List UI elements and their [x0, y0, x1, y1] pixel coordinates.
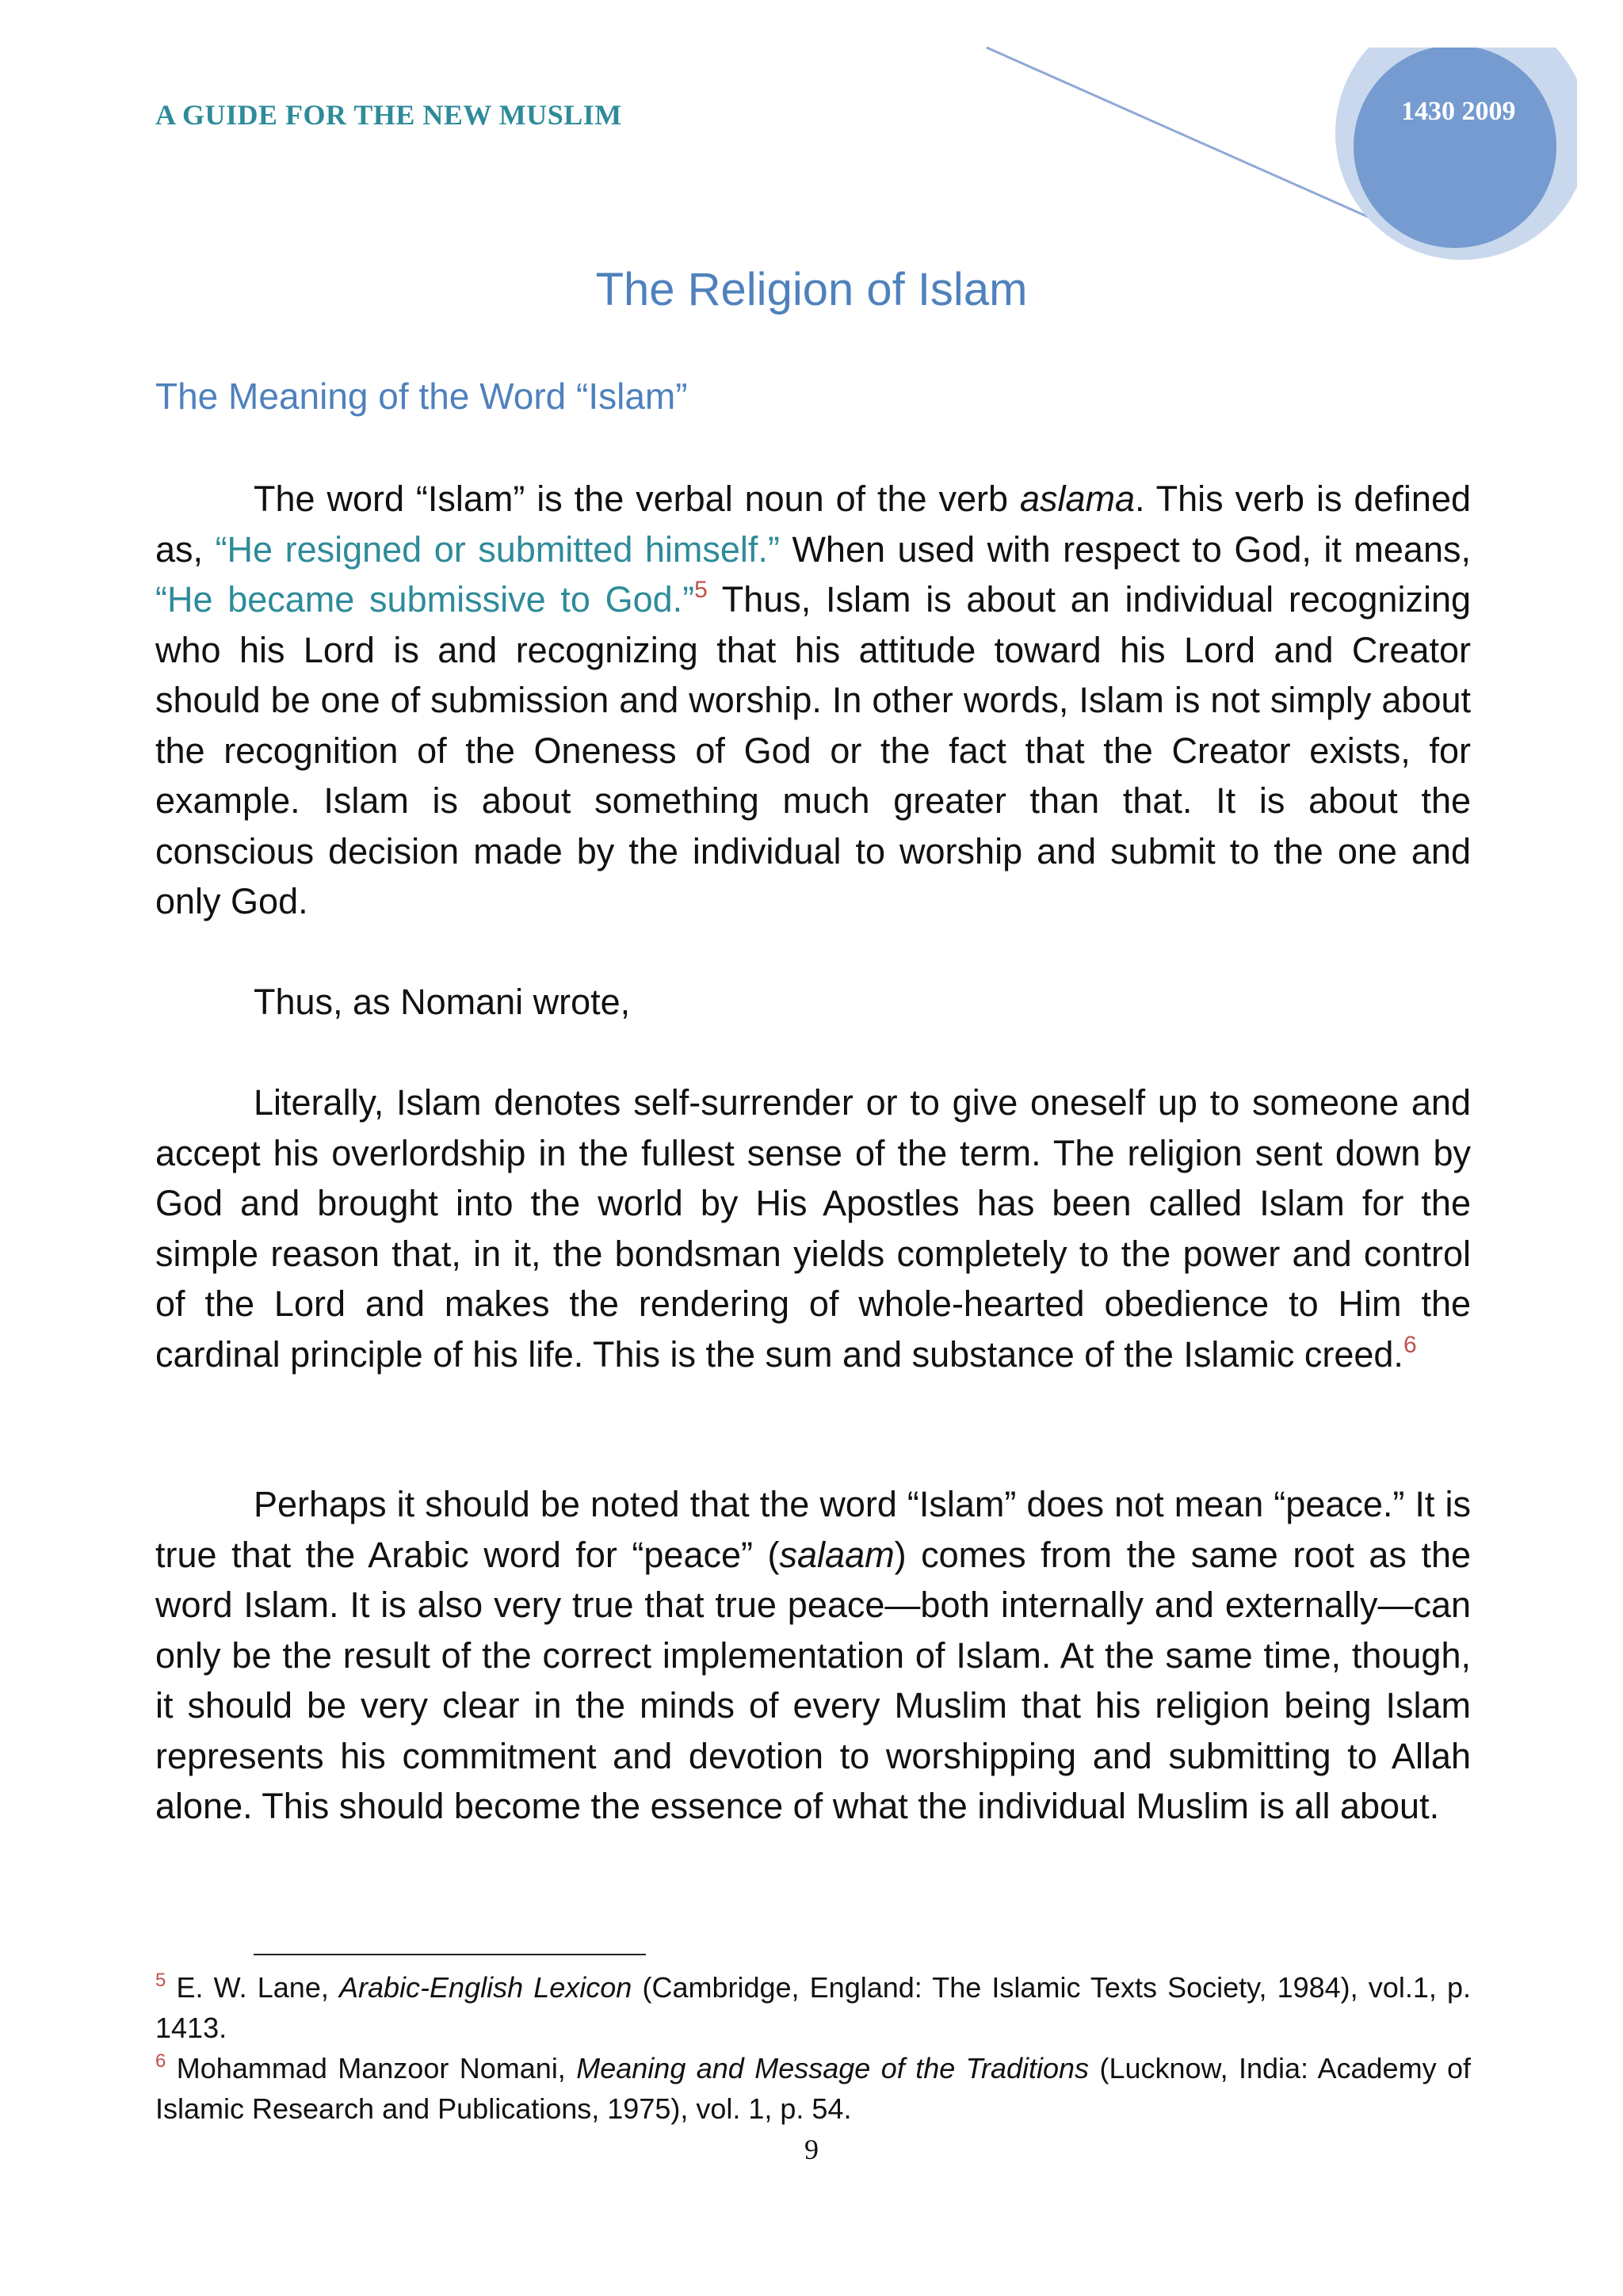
- footnote-5: $^5$ E. W. Lane, Arabic-English Lexicon (Cambridge, England: The Islamic Texts Society, 1984), vol.1, p. 1413.: [155, 1970, 1472, 2044]
- footnote-separator: [254, 1954, 646, 1955]
- header-decoration: [0, 0, 1623, 269]
- paragraph-4: Perhaps it should be noted that the word “Islam” does not mean “peace.” It is true that the Arabic word for “peace” (salaam) comes from the same root as the word Islam. It is also very true that true peace—both internally and externally—can only be the result of the correct implementation of Islam. At the same time, though, it should be very clear in the minds of every Muslim that his religion being Islam represents his commitment and devotion to worshipping and submitting to Allah alone. This should become the essence of what the individual Muslim is all about.: [155, 1484, 1472, 1826]
- footnote-ref[interactable]: 6: [1403, 1331, 1417, 1358]
- definition-quote: “He became submissive to God.”: [155, 579, 695, 620]
- footnote-ref[interactable]: 5: [694, 577, 708, 603]
- year-badge: 1430 2009: [1401, 97, 1516, 126]
- page-number: 9: [804, 2134, 819, 2165]
- paragraph-2: Thus, as Nomani wrote,: [254, 982, 631, 1022]
- definition-quote: “He resigned or submitted himself.”: [215, 528, 780, 570]
- footnote-6: $^6$ Mohammad Manzoor Nomani, Meaning and Message of the Traditions (Lucknow, India: Academy of Islamic Research and Publications, 1975), vol. 1, p. 54.: [155, 2050, 1472, 2125]
- chapter-title: The Religion of Islam: [595, 264, 1028, 315]
- paragraph-1: The word “Islam” is the verbal noun of the verb aslama. This verb is defined as, “He resigned or submitted himself.” When used with respect to God, it means, “He became submissive to God.”$^5$ Thus, Islam is about an individual recognizing who his Lord is and recognizing that his attitude toward his Lord and Creator should be one of submission and worship. In other words, Islam is not simply about the recognition of the Oneness of God or the fact that the Creator exists, for example. Islam is about something much greater than that. It is about the conscious decision made by the individual to worship and submit to the one and only God.: [155, 479, 1472, 921]
- running-header-title: A GUIDE FOR THE NEW MUSLIM: [155, 99, 622, 131]
- footnotes: [155, 1967, 1471, 2129]
- badge-inner-circle: [1354, 45, 1556, 248]
- badge-top-mask: [1268, 0, 1623, 48]
- section-heading: The Meaning of the Word “Islam”: [155, 376, 688, 417]
- block-quote: Literally, Islam denotes self-surrender or to give oneself up to someone and accept his overlordship in the fullest sense of the term. The religion sent down by God and brought into the world by His Apostles has been called Islam for the simple reason that, in it, the bondsman yields completely to the power and control of the Lord and makes the rendering of whole-hearted obedience to Him the cardinal principle of his life. This is the sum and substance of the Islamic creed.$^6$: [155, 1082, 1471, 1375]
